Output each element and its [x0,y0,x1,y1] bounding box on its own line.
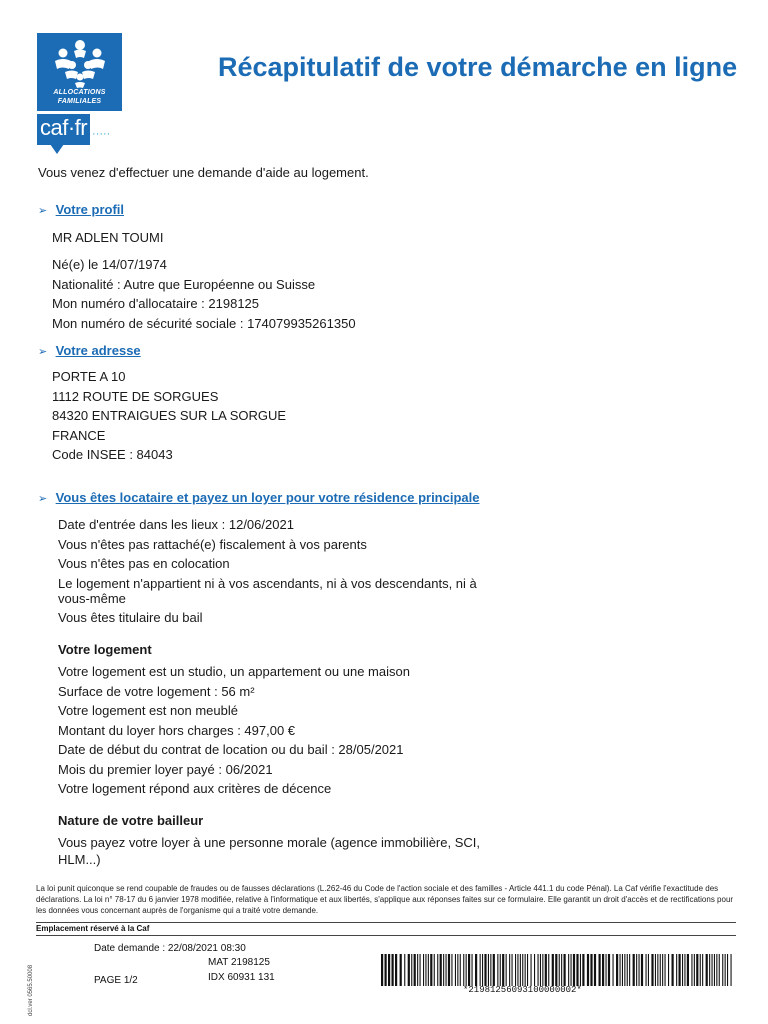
barcode-bar [571,954,572,986]
barcode-bar [602,954,604,986]
locataire-line: Vous n'êtes pas rattaché(e) fiscalement à vos parents [58,536,367,552]
page-number: PAGE 1/2 [94,975,138,986]
locataire-line: Vous êtes titulaire du bail [58,609,203,625]
barcode-bar [385,954,387,986]
barcode-bar [455,954,456,986]
barcode-bar [497,954,498,986]
barcode-bar [657,954,658,986]
section-title-profil: Votre profil [55,202,124,217]
barcode-bar [679,954,681,986]
section-title-locataire: Vous êtes locataire et payez un loyer pour votre résidence principale [55,490,480,505]
barcode-bar [446,954,447,986]
barcode-bar [512,954,513,986]
barcode-bar [484,954,486,986]
barcode-bar [648,954,649,986]
intro-text: Vous venez d'effectuer une demande d'aide au logement. [38,165,369,180]
subheading-logement: Votre logement [58,642,152,657]
barcode-bar [417,954,418,986]
barcode-bar [520,954,521,986]
legal-notice: La loi punit quiconque se rend coupable de fraudes ou de fausses déclarations (L.262-46 du Code de l'action sociale et des familles - Article 441.1 du code Pénal). La Caf vérifie l'exactitude des déclarations. La loi n° 78-17 du 6 janvier 1978 modifiée, relative à l'informatique et aux libertés, s'applique aux réponses faites sur ce formulaire. Elle garantit un droit d'accès et de rectifications pour les données vous concernant auprès de l'organisme qui a traité votre demande. [36,884,734,915]
bailleur-line: Vous payez votre loyer à une personne morale (agence immobilière, SCI, [58,835,480,850]
barcode-bar [716,954,717,986]
barcode-bar [561,954,562,986]
barcode-bar [545,954,547,986]
barcode-bar [552,954,554,986]
barcode-bar [641,954,643,986]
barcode-bar [599,954,601,986]
barcode-bar [646,954,647,986]
barcode-bar [395,954,397,986]
barcode-bar [613,954,614,986]
barcode-bar [725,954,726,986]
barcode-bar [706,954,708,986]
barcode-bar [684,954,685,986]
barcode-bar [651,954,653,986]
section-heading-adresse [38,343,141,358]
barcode-bar [420,954,421,986]
barcode-bar [655,954,656,986]
barcode-bar [719,954,720,986]
profil-line: Mon numéro d'allocataire : 2198125 [52,296,260,311]
barcode-bar [590,954,592,986]
logo-text-line2: FAMILIALES [57,98,102,105]
barcode-bar [440,954,442,986]
subheading-bailleur: Nature de votre bailleur [58,813,204,828]
barcode-bar [731,954,732,986]
locataire-line: Le logement n'appartient ni à vos ascendants, ni à vos descendants, ni à [58,575,477,591]
barcode-bar [636,954,637,986]
divider [36,935,736,936]
profil-line: Mon numéro de sécurité sociale : 174079935261350 [52,315,356,331]
barcode-bar [700,954,701,986]
adresse-details [52,367,752,465]
bailleur-details [58,834,748,868]
adresse-line: 84320 ENTRAIGUES SUR LA SORGUE [52,408,287,423]
barcode-bar [580,954,581,986]
barcode-bar [517,954,518,986]
form-reference-vertical: dcl.ver 0565.50008 [28,964,34,1016]
barcode-bar [448,954,450,986]
barcode-bar [633,954,635,986]
barcode-bar [587,954,589,986]
barcode-bar [509,954,510,986]
profil-line: Nationalité : Autre que Européenne ou Suisse [52,276,316,292]
barcode-number: *21981256093100000002* [463,985,582,995]
caf-logo [37,33,122,111]
barcode-bar [696,954,698,986]
barcode-bar [576,954,578,986]
adresse-line: Code INSEE : 84043 [52,447,173,462]
family-emblem-icon [51,39,109,89]
barcode-bar [466,954,467,986]
barcode-bar [404,954,405,986]
logo-text-line1: ALLOCATIONS [53,89,106,96]
barcode-bar [451,954,452,986]
logo-tail-shape [50,144,64,154]
barcode-bar [488,954,489,986]
barcode-bar [608,954,610,986]
divider [36,922,736,923]
barcode-bar [400,954,402,986]
profil-name: MR ADLEN TOUMI [52,230,164,245]
barcode [381,954,733,986]
barcode-bar [702,954,703,986]
barcode-bar [538,954,539,986]
barcode-bar [525,954,526,986]
barcode-bar [548,954,549,986]
locataire-details [58,515,748,627]
profil-details [52,255,752,333]
barcode-bar [411,954,412,986]
barcode-bar [457,954,458,986]
barcode-bar [480,954,481,986]
idx-number: IDX 60931 131 [208,972,275,983]
barcode-bar [430,954,432,986]
barcode-bar [381,954,383,986]
adresse-line: PORTE A 10 [52,369,126,384]
barcode-bar [434,954,435,986]
barcode-bar [727,954,728,986]
logement-line: Montant du loyer hors charges : 497,00 € [58,722,296,738]
bailleur-line: HLM...) [58,852,101,867]
logement-details [58,662,748,799]
barcode-bar [408,954,410,986]
caf-brand-badge [37,114,90,145]
barcode-bar [392,954,394,986]
adresse-line: 1112 ROUTE DE SORGUES [52,388,219,404]
barcode-bar [620,954,621,986]
barcode-bar [559,954,560,986]
barcode-bar [468,954,470,986]
locataire-line: vous-même [58,590,126,606]
logement-line: Date de début du contrat de location ou du bail : 28/05/2021 [58,742,404,757]
barcode-bar [665,954,666,986]
barcode-bar [676,954,677,986]
arrow-right-icon: ➢ [38,493,48,505]
arrow-right-icon: ➢ [38,205,48,217]
barcode-bar [564,954,566,986]
section-heading-locataire [38,490,479,505]
locataire-line: Vous n'êtes pas en colocation [58,556,230,571]
barcode-bar [682,954,683,986]
section-title-adresse: Votre adresse [55,343,141,358]
barcode-bar [425,954,426,986]
barcode-bar [639,954,640,986]
barcode-bar [414,954,416,986]
barcode-bar [555,954,557,986]
arrow-right-icon: ➢ [38,346,48,358]
barcode-bar [662,954,663,986]
barcode-bar [694,954,695,986]
barcode-bar [712,954,713,986]
barcode-bar [475,954,477,986]
barcode-bar [606,954,607,986]
barcode-bar [540,954,541,986]
barcode-bar [722,954,723,986]
barcode-bar [672,954,674,986]
barcode-bar [531,954,532,986]
barcode-bar [594,954,596,986]
page-title: Récapitulatif de votre démarche en ligne [218,52,738,82]
barcode-bar [542,954,543,986]
barcode-bar [493,954,495,986]
barcode-bar [502,954,504,986]
barcode-bar [443,954,444,986]
logement-line: Votre logement répond aux critères de décence [58,781,332,796]
barcode-bar [506,954,507,986]
barcode-bar [568,954,569,986]
barcode-bar [714,954,715,986]
logement-line: Votre logement est non meublé [58,703,238,718]
mat-number: MAT 2198125 [208,957,270,968]
barcode-bar [622,954,623,986]
logement-line: Mois du premier loyer payé : 06/2021 [58,761,273,777]
barcode-bar [482,954,483,986]
logement-line: Votre logement est un studio, un appartement ou une maison [58,664,410,679]
barcode-bar [472,954,473,986]
barcode-bar [573,954,575,986]
caf-brand-text: caf·fr [40,115,88,140]
profil-line: Né(e) le 14/07/1974 [52,257,167,272]
barcode-bar [668,954,669,986]
logo-dots: ····· [92,128,111,140]
barcode-bar [691,954,692,986]
barcode-bar [460,954,461,986]
barcode-bar [624,954,625,986]
section-heading-profil [38,202,124,217]
barcode-bar [709,954,710,986]
barcode-bar [627,954,628,986]
barcode-bar [388,954,390,986]
barcode-bar [660,954,661,986]
adresse-line: FRANCE [52,427,106,443]
barcode-bar [534,954,535,986]
barcode-bar [463,954,464,986]
barcode-bar [522,954,523,986]
locataire-line: Date d'entrée dans les lieux : 12/06/2021 [58,517,294,532]
barcode-bar [687,954,689,986]
barcode-bar [629,954,630,986]
barcode-bar [428,954,429,986]
reserved-area-label: Emplacement réservé à la Caf [36,924,150,933]
barcode-bar [582,954,584,986]
barcode-bar [490,954,491,986]
logement-line: Surface de votre logement : 56 m² [58,683,255,699]
barcode-bar [437,954,438,986]
barcode-bar [527,954,528,986]
barcode-bar [515,954,516,986]
barcode-bar [423,954,424,986]
request-date: Date demande : 22/08/2021 08:30 [94,943,246,954]
barcode-bar [616,954,618,986]
barcode-bar [500,954,501,986]
